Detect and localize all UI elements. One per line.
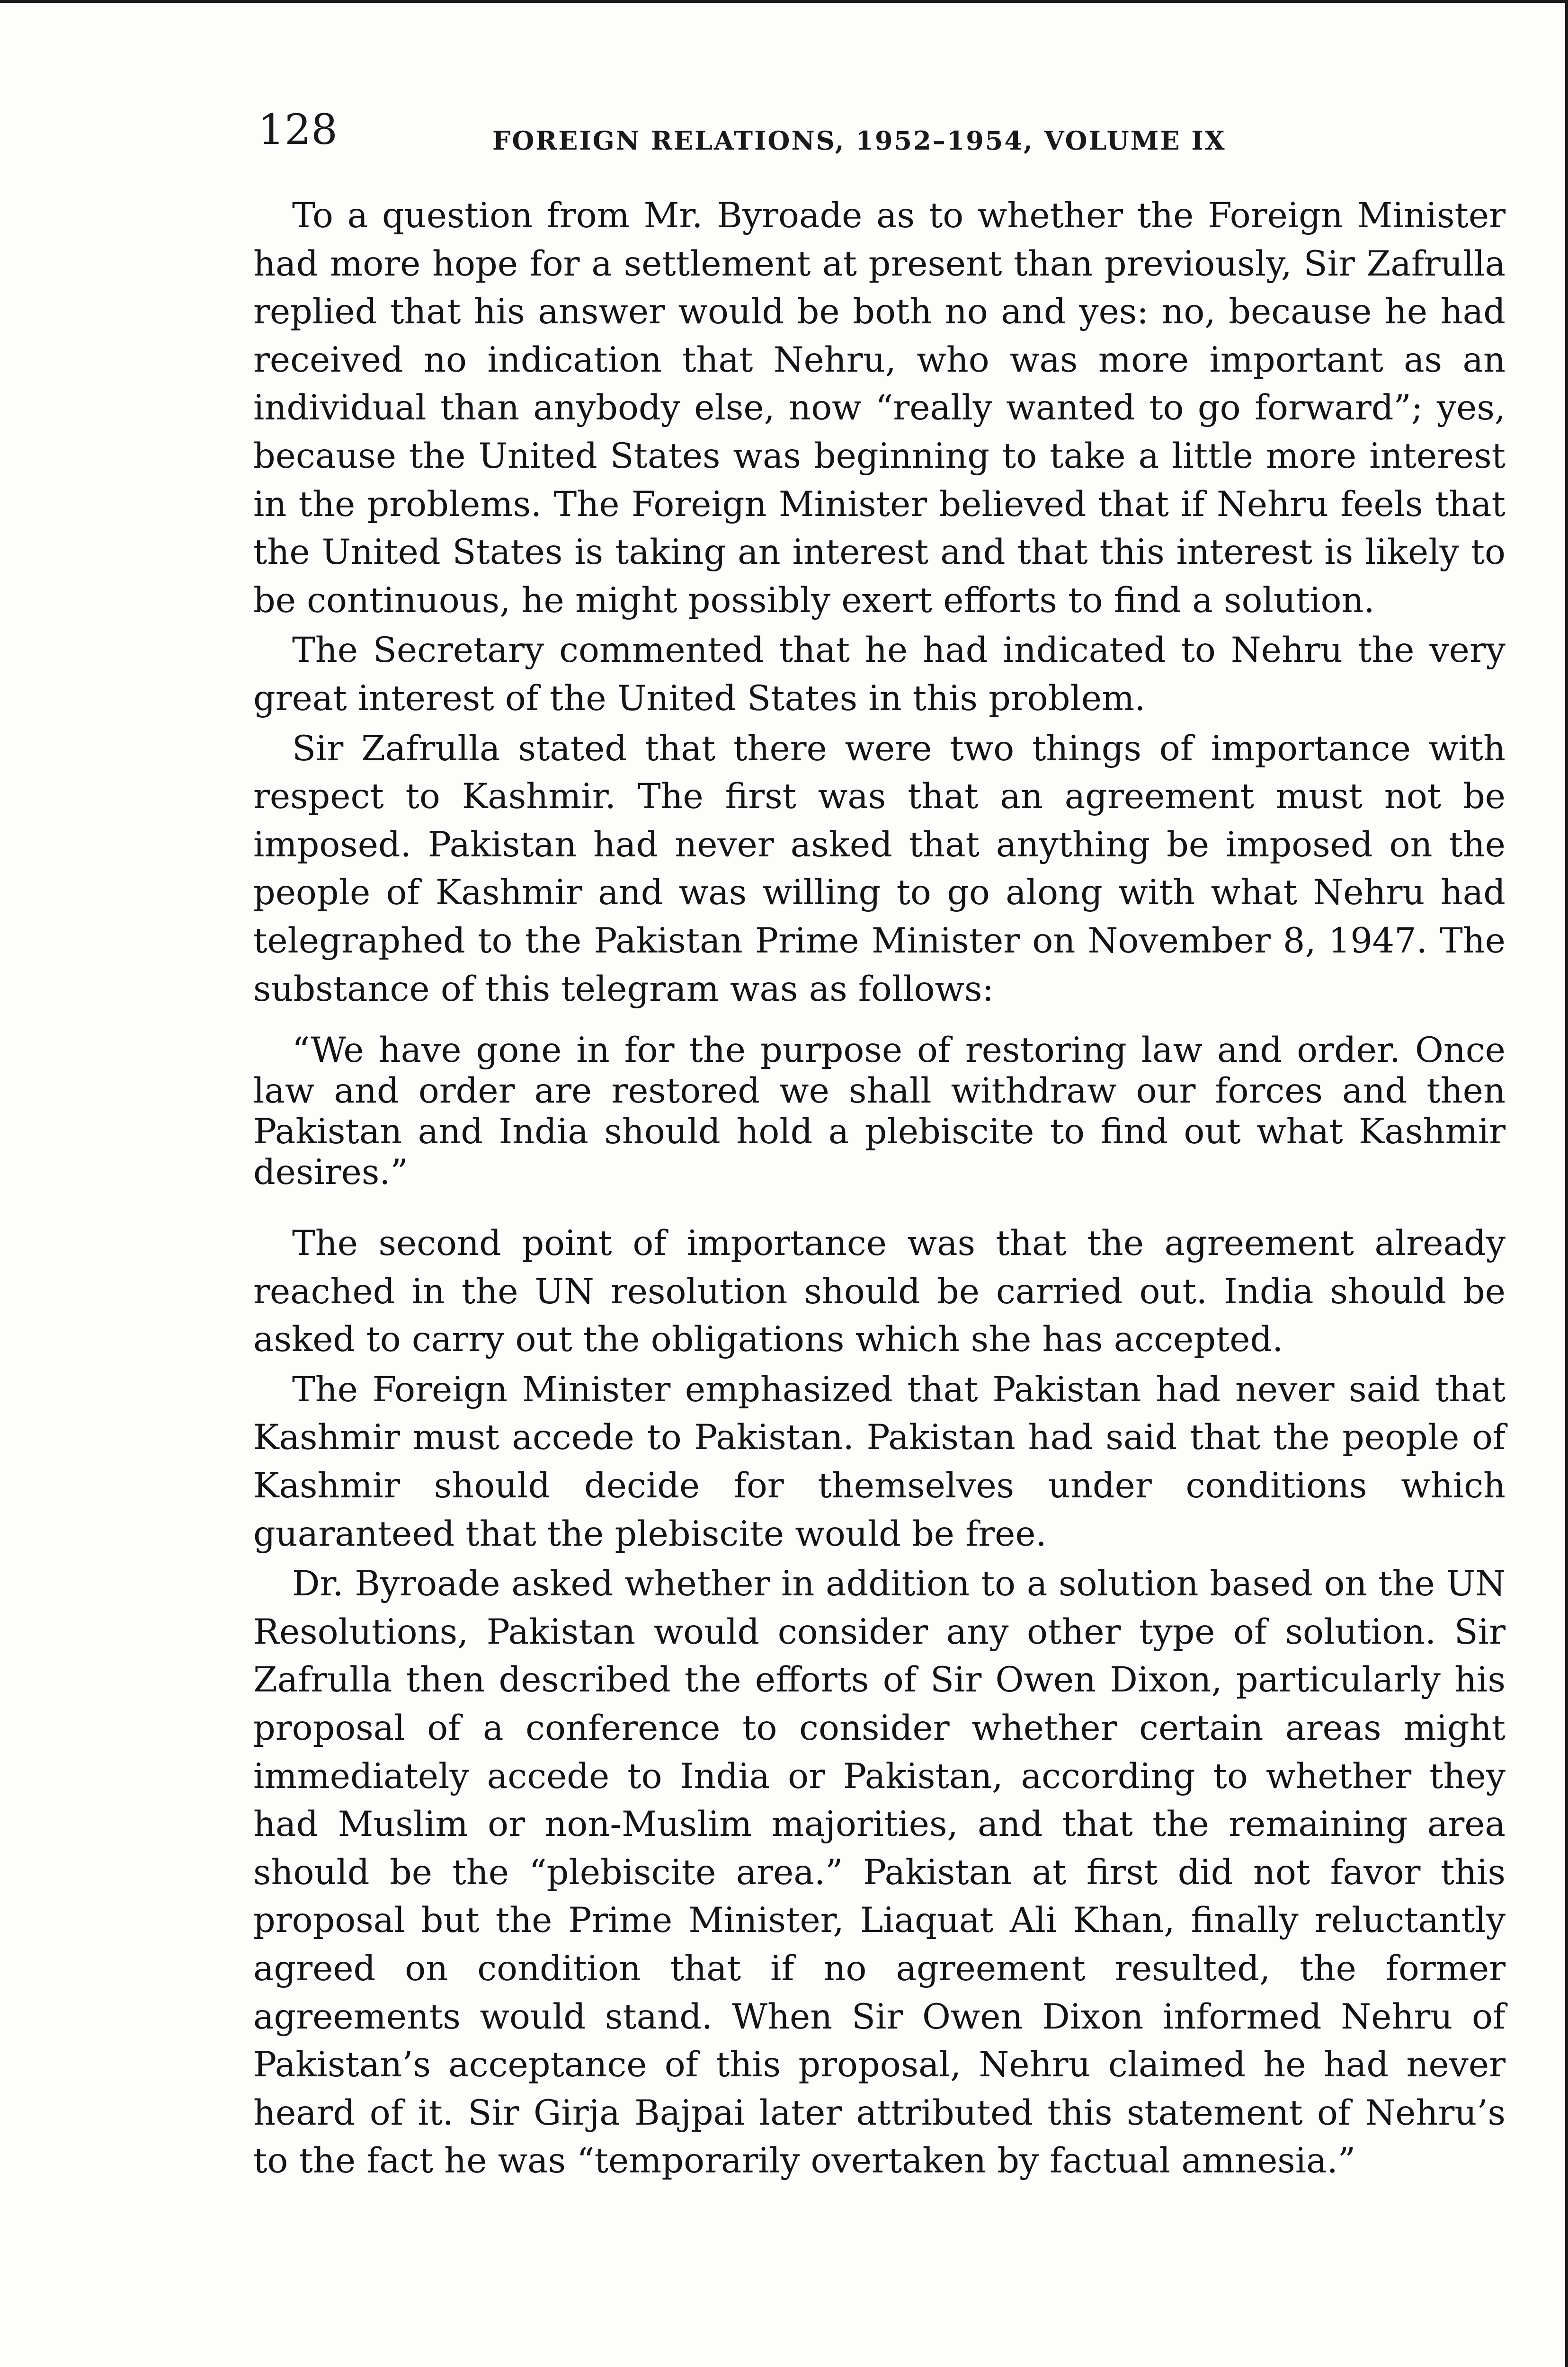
paragraph-3: Sir Zafrulla stated that there were two things of importance with respect to Kashmir. The first was that an agreement must not be imposed. Pakistan had never asked that anything be imposed on the people of Kashmir and was willing to go along with what Nehru had telegraphed to the Pakistan Prime Minister on November 8, 1947. The substance of this telegram was as follows: [253, 728, 1506, 1009]
page-header [258, 105, 1508, 170]
paragraph-1: To a question from Mr. Byroade as to whether the Foreign Minister had more hope for a settlement at present than previously, Sir Zafrulla replied that his answer would be both no and yes: no, because he had received no indication that Nehru, who was more important as an individual than anybody else, now “really wanted to go forward”; yes, because the United States was beginning to take a little more interest in the problems. The Foreign Minister believed that if Nehru feels that the United States is taking an interest and that this interest is likely to be continuous, he might possibly exert efforts to find a solution. [253, 196, 1506, 621]
paragraph-2: The Secretary commented that he had indicated to Nehru the very great interest of the United States in this problem. [253, 630, 1506, 719]
page-number: 128 [258, 105, 338, 154]
paragraph-4: The second point of importance was that the agreement already reached in the UN resolution should be carried out. India should be asked to carry out the obligations which she has accepted. [253, 1223, 1506, 1360]
body-text [253, 192, 1506, 2187]
running-head: FOREIGN RELATIONS, 1952–1954, VOLUME IX [492, 125, 1226, 156]
paragraph-6: Dr. Byroade asked whether in addition to a solution based on the UN Resolutions, Pakistan would consider any other type of solution. Sir Zafrulla then described the efforts of Sir Owen Dixon, particularly his proposal of a conference to consider whether certain areas might immediately accede to India or Pakistan, according to whether they had Muslim or non-Muslim majorities, and that the remaining area should be the “plebiscite area.” Pakistan at first did not favor this proposal but the Prime Minister, Liaquat Ali Khan, finally reluctantly agreed on condition that if no agreement resulted, the former agreements would stand. When Sir Owen Dixon informed Nehru of Pakistan’s acceptance of this proposal, Nehru claimed he had never heard of it. Sir Girja Bajpai later attributed this statement of Nehru’s to the fact he was “temporarily overtaken by factual amnesia.” [253, 1564, 1506, 2181]
telegram-quote: “We have gone in for the purpose of restoring law and order. Once law and order are restored we shall withdraw our forces and then Pakistan and India should hold a plebiscite to find out what Kashmir desires.” [253, 1030, 1506, 1193]
scan-edge-top [0, 0, 1568, 3]
paragraph-5: The Foreign Minister emphasized that Pakistan had never said that Kashmir must accede to Pakistan. Pakistan had said that the people of Kashmir should decide for themselves under conditions which guaranteed that the plebiscite would be free. [253, 1369, 1506, 1554]
scan-edge-right [1565, 0, 1568, 2367]
